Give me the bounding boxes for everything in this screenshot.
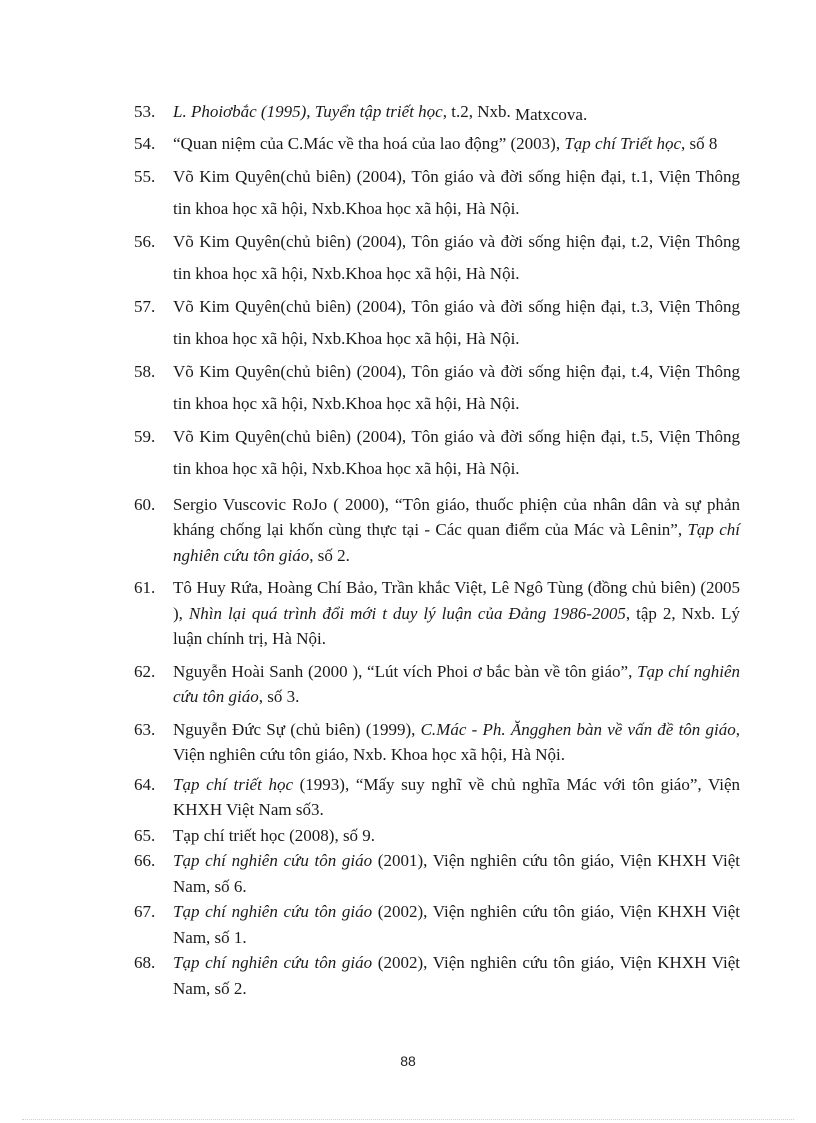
reference-item: [130, 950, 740, 1001]
reference-text: , tập 2, Nxb. Lý luận chính trị, Hà Nội.: [173, 603, 740, 648]
reference-number: 55.: [134, 166, 156, 186]
reference-text: , t.2, Nxb.: [442, 102, 515, 121]
reference-text: (2002), Viện nghiên cứu tôn giáo, Viện KHXH Việt Nam, số 2.: [173, 953, 740, 998]
reference-list: [130, 96, 740, 1001]
reference-journal: Tạp chí nghiên cứu tôn giáo: [173, 661, 740, 706]
reference-item: [130, 356, 740, 421]
reference-journal: Tạp chí nghiên cứu tôn giáo: [173, 902, 373, 921]
reference-work-title: Nhìn lại quá trình đổi mới t duy lý luận của Đảng 1986-2005: [188, 603, 626, 623]
reference-text: Võ Kim Quyên(chủ biên) (2004), Tôn giáo và đời sống hiện đại, t.1, Viện Thông tin khoa học xã hội, Nxb.Khoa học xã hội, Hà Nội.: [173, 166, 740, 218]
reference-number: 68.: [134, 953, 156, 972]
reference-text: , Viện nghiên cứu tôn giáo, Nxb. Khoa học xã hội, Hà Nội.: [173, 719, 740, 764]
reference-text: Tạp chí triết học (2008), số 9.: [173, 825, 376, 845]
reference-text: , số 2.: [309, 545, 350, 565]
reference-number: 57.: [134, 296, 156, 316]
reference-text: Võ Kim Quyên(chủ biên) (2004), Tôn giáo và đời sống hiện đại, t.4, Viện Thông tin khoa học xã hội, Nxb.Khoa học xã hội, Hà Nội.: [173, 361, 740, 413]
reference-text: Nguyễn Hoài Sanh (2000 ), “Lút vích Phoi ơ bắc bàn về tôn giáo”,: [173, 661, 638, 681]
reference-number: 65.: [134, 825, 156, 845]
reference-item: [130, 717, 740, 768]
reference-number: 56.: [134, 231, 156, 251]
reference-number: 61.: [134, 578, 156, 597]
reference-text: , số 3.: [258, 687, 300, 706]
reference-text: (2001), Viện nghiên cứu tôn giáo, Viện KHXH Việt Nam, số 6.: [173, 851, 740, 896]
reference-text: (2002), Viện nghiên cứu tôn giáo, Viện KHXH Việt Nam, số 1.: [173, 902, 740, 947]
reference-number: 54.: [134, 134, 156, 153]
reference-text: Nguyễn Đức Sự (chủ biên) (1999),: [173, 719, 421, 739]
reference-number: 59.: [134, 426, 156, 446]
reference-journal: Tạp chí triết học: [173, 774, 293, 794]
reference-text: Matxcova.: [514, 105, 588, 124]
reference-item: [130, 848, 740, 899]
reference-text: Võ Kim Quyên(chủ biên) (2004), Tôn giáo và đời sống hiện đại, t.3, Viện Thông tin khoa học xã hội, Nxb.Khoa học xã hội, Hà Nội.: [173, 296, 740, 348]
reference-text: , số 8: [681, 134, 718, 153]
reference-item: [130, 421, 740, 486]
reference-journal: Tạp chí nghiên cứu tôn giáo: [173, 851, 373, 870]
reference-item: [130, 772, 740, 823]
reference-item: [130, 291, 740, 356]
reference-text: “Quan niệm của C.Mác về tha hoá của lao động” (2003),: [173, 134, 565, 153]
reference-text: Võ Kim Quyên(chủ biên) (2004), Tôn giáo và đời sống hiện đại, t.2, Viện Thông tin khoa học xã hội, Nxb.Khoa học xã hội, Hà Nội.: [173, 231, 740, 283]
reference-item: [130, 899, 740, 950]
reference-text: Sergio Vuscovic RoJo ( 2000), “Tôn giáo, thuốc phiện của nhân dân và sự phản kháng chống lại khốn cùng thực tại - Các quan điểm của Mác và Lênin”,: [173, 494, 740, 539]
reference-number: 60.: [134, 494, 156, 514]
reference-item: [130, 823, 740, 849]
reference-number: 67.: [134, 902, 156, 921]
reference-item: [130, 226, 740, 291]
reference-text: (1993), “Mấy suy nghĩ về chủ nghĩa Mác với tôn giáo”, Viện KHXH Việt Nam số3.: [173, 774, 740, 819]
reference-journal: Tạp chí nghiên cứu tôn giáo: [173, 520, 740, 565]
reference-number: 53.: [134, 102, 156, 121]
reference-work-title: C.Mác - Ph. Ăngghen bàn về vấn đề tôn giáo: [420, 719, 736, 739]
reference-item: [130, 128, 740, 161]
reference-number: 66.: [134, 851, 156, 870]
reference-text: Tô Huy Rứa, Hoàng Chí Bảo, Trần khắc Việt, Lê Ngô Tùng (đồng chủ biên) (2005 ),: [173, 578, 740, 623]
reference-number: 63.: [134, 719, 156, 739]
reference-item: [130, 575, 740, 652]
reference-journal: Tạp chí nghiên cứu tôn giáo: [173, 953, 373, 972]
reference-number: 62.: [134, 661, 156, 681]
reference-number: 58.: [134, 361, 156, 381]
page-number: 88: [400, 1053, 416, 1069]
reference-journal: Tạp chí Triết học: [564, 134, 681, 153]
footer-divider: [22, 1119, 794, 1120]
reference-item: [130, 492, 740, 569]
reference-work-title: L. Phoiơbắc (1995), Tuyển tập triết học: [173, 102, 443, 121]
reference-number: 64.: [134, 774, 156, 794]
reference-item: [130, 96, 740, 128]
reference-item: [130, 659, 740, 710]
reference-text: Võ Kim Quyên(chủ biên) (2004), Tôn giáo và đời sống hiện đại, t.5, Viện Thông tin khoa học xã hội, Nxb.Khoa học xã hội, Hà Nội.: [173, 426, 740, 478]
reference-item: [130, 161, 740, 226]
